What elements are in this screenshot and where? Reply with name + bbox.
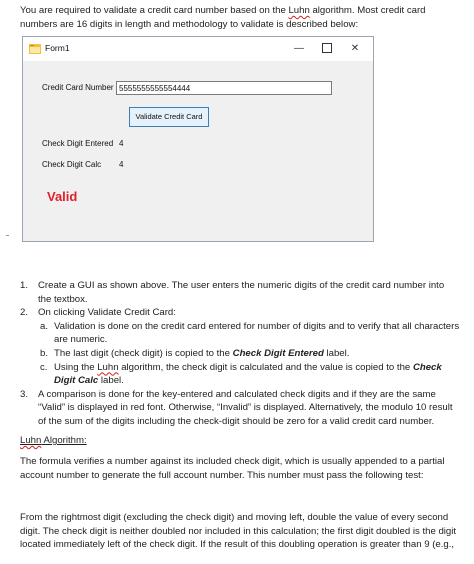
step-text: A comparison is done for the key-entered and calculated check digits and if they are the same “Valid” is displayed in red font. Otherwise, “Invalid” is displayed. Alternatively, the modulo 10 result of the sum of the digits including the check-digit should be zero for a valid credit card number. [38, 388, 453, 427]
step-number: 1. [20, 280, 29, 291]
form-window [22, 36, 374, 242]
check-digit-calc-label: Check Digit Calc [42, 160, 102, 169]
step-3 [20, 388, 460, 429]
maximize-icon [322, 43, 332, 53]
doubling-paragraph: From the rightmost digit (excluding the check digit) and moving left, double the value of every second digit. The check digit is neither doubled nor included in this calculation; the first digit doubled is the digit located immediately left of the check digit. If the result of this doubling operation is greater than 9 (e.g., [20, 512, 457, 551]
heading-text: Algorithm: [41, 435, 87, 446]
intro-paragraph [20, 4, 460, 31]
sub-step-letter: a. [40, 320, 49, 332]
check-digit-entered-value: 4 [119, 139, 124, 148]
step-2c [20, 361, 460, 388]
sub-step-text: The last digit (check digit) is copied to the [54, 347, 233, 359]
step-text: On clicking Validate Credit Card: [38, 307, 176, 319]
bold-label-name: Check Digit Entered [232, 347, 324, 359]
check-digit-entered-label: Check Digit Entered [42, 139, 114, 148]
step-number: 3. [20, 388, 29, 400]
sub-step-letter: c. [40, 361, 48, 373]
luhn-algorithm-heading [20, 435, 87, 446]
step-2-sublist [38, 320, 460, 388]
validate-credit-card-button[interactable]: Validate Credit Card [129, 107, 209, 127]
sub-step-text: label. [98, 375, 124, 387]
maximize-button[interactable] [317, 40, 337, 58]
title-bar [23, 37, 373, 61]
intro-text-start: You are required to validate a credit card number based on the [20, 5, 289, 16]
step-2b [20, 347, 460, 361]
formula-paragraph: The formula verifies a number against its included check digit, which is usually appended to a partial account number to generate the full account number. This number must pass the following test: [20, 456, 445, 481]
form-app-icon [29, 44, 41, 54]
step-text: Create a GUI as shown above. The user enters the numeric digits of the credit card number into the textbox. [38, 280, 445, 305]
sub-step-text: label. [323, 347, 350, 359]
luhn-word: Luhn [288, 5, 310, 16]
step-1 [20, 279, 460, 306]
minimize-button[interactable]: — [294, 43, 304, 54]
luhn-word: Luhn [20, 435, 42, 446]
step-2 [20, 306, 460, 388]
credit-card-input[interactable]: 5555555555554444 [116, 81, 332, 95]
credit-card-label: Credit Card Number [42, 83, 114, 92]
sub-step-text: Using the [54, 361, 98, 373]
check-digit-calc-value: 4 [119, 160, 124, 169]
close-button[interactable]: ✕ [350, 43, 360, 54]
step-2a [20, 320, 460, 347]
window-title: Form1 [45, 43, 70, 53]
intro-text-end: algorithm. Most credit card numbers are 16 digits in length and methodology to validate is described below: [20, 5, 426, 30]
instruction-list [20, 279, 460, 429]
sub-step-text: algorithm, the check digit is calculated and the value is copied to the [118, 361, 413, 373]
step-number: 2. [20, 307, 29, 319]
luhn-word: Luhn [97, 361, 119, 373]
sub-step-text: Validation is done on the credit card entered for number of digits and to verify that all characters are numeric. [54, 320, 460, 346]
result-label: Valid [47, 189, 78, 204]
bold-label-name: Check Digit Calc [54, 361, 442, 387]
margin-tick [6, 235, 9, 236]
sub-step-letter: b. [40, 347, 49, 359]
